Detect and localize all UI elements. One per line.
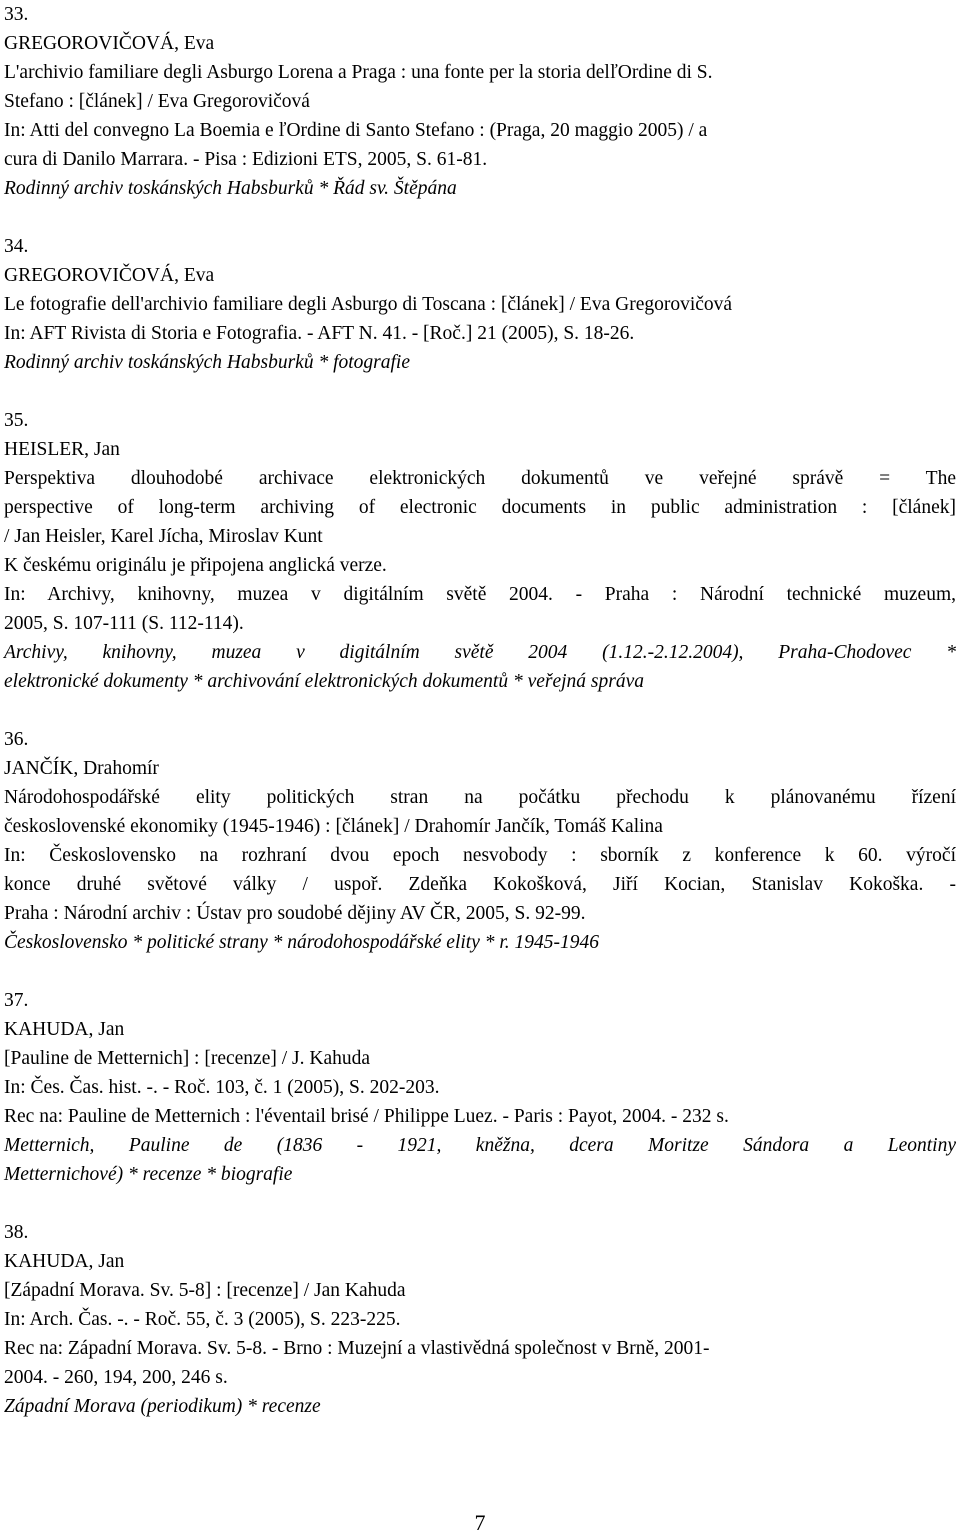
entry-line: In: Atti del convegno La Boemia e ľOrdine di Santo Stefano : (Praga, 20 maggio 2005) / a [4,120,708,141]
entry-line: cura di Danilo Marrara. - Pisa : Edizioni ETS, 2005, S. 61-81. [4,149,488,170]
bibliography-entry [4,406,956,696]
bibliography-entry [4,232,956,377]
entry-line: Národohospodářské elity politických stran na počátku přechodu k plánovanému řízení [4,787,956,808]
entry-keywords: Metternichové) * recenze * biografie [4,1164,293,1185]
entry-author: GREGOROVIČOVÁ, Eva [4,265,215,286]
entry-number: 33. [4,4,29,25]
entry-line: L'archivio familiare degli Asburgo Lorena a Praga : una fonte per la storia delľOrdine di S. [4,62,713,83]
bibliography-entry [4,986,956,1189]
entry-line: československé ekonomiky (1945-1946) : [článek] / Drahomír Jančík, Tomáš Kalina [4,816,663,837]
entry-number: 35. [4,410,29,431]
entry-line: Le fotografie dell'archivio familiare degli Asburgo di Toscana : [článek] / Eva Gregorovičová [4,294,733,315]
entry-keywords: Rodinný archiv toskánských Habsburků * Řád sv. Štěpána [4,178,457,199]
entry-line: In: Čes. Čas. hist. -. - Roč. 103, č. 1 (2005), S. 202-203. [4,1077,440,1098]
entry-line: / Jan Heisler, Karel Jícha, Miroslav Kunt [4,526,323,547]
bibliography-entry [4,0,956,203]
entry-line: K českému originálu je připojena anglická verze. [4,555,387,576]
entry-line: Rec na: Pauline de Metternich : l'éventail brisé / Philippe Luez. - Paris : Payot, 2004. - 232 s. [4,1106,729,1127]
entry-line: In: AFT Rivista di Storia e Fotografia. - AFT N. 41. - [Roč.] 21 (2005), S. 18-26. [4,323,635,344]
bibliography-entry [4,1218,956,1421]
entry-line: Rec na: Západní Morava. Sv. 5-8. - Brno : Muzejní a vlastivědná společnost v Brně, 2001- [4,1338,710,1359]
entry-line: konce druhé světové války / uspoř. Zdeňka Kokošková, Jiří Kocian, Stanislav Kokoška. - [4,874,956,895]
entry-line: perspective of long-term archiving of electronic documents in public administration : [článek] [4,497,956,518]
entry-number: 34. [4,236,29,257]
entry-keywords: Západní Morava (periodikum) * recenze [4,1396,321,1417]
entry-line: 2004. - 260, 194, 200, 246 s. [4,1367,228,1388]
entry-line: 2005, S. 107-111 (S. 112-114). [4,613,244,634]
entry-number: 36. [4,729,29,750]
bibliography-page [4,0,956,1450]
entry-line: [Pauline de Metternich] : [recenze] / J. Kahuda [4,1048,371,1069]
entry-author: KAHUDA, Jan [4,1019,125,1040]
entry-keywords: elektronické dokumenty * archivování elektronických dokumentů * veřejná správa [4,671,644,692]
entry-line: In: Arch. Čas. -. - Roč. 55, č. 3 (2005), S. 223-225. [4,1309,401,1330]
entry-keywords: Metternich, Pauline de (1836 - 1921, kněžna, dcera Moritze Sándora a Leontiny [4,1135,956,1156]
entry-number: 38. [4,1222,29,1243]
entry-line: In: Archivy, knihovny, muzea v digitálním světě 2004. - Praha : Národní technické muzeum, [4,584,956,605]
entry-line: [Západní Morava. Sv. 5-8] : [recenze] / Jan Kahuda [4,1280,406,1301]
entry-line: In: Československo na rozhraní dvou epoch nesvobody : sborník z konference k 60. výročí [4,845,956,866]
entry-line: Perspektiva dlouhodobé archivace elektronických dokumentů ve veřejné správě = The [4,468,956,489]
bibliography-entry [4,725,956,957]
entry-line: Praha : Národní archiv : Ústav pro soudobé dějiny AV ČR, 2005, S. 92-99. [4,903,586,924]
entry-number: 37. [4,990,29,1011]
entry-author: HEISLER, Jan [4,439,120,460]
entry-author: JANČÍK, Drahomír [4,758,159,779]
page-number: 7 [474,1510,486,1535]
entry-keywords: Rodinný archiv toskánských Habsburků * fotografie [4,352,410,373]
entry-author: GREGOROVIČOVÁ, Eva [4,33,215,54]
entry-keywords: Archivy, knihovny, muzea v digitálním světě 2004 (1.12.-2.12.2004), Praha-Chodovec * [4,642,956,663]
entry-author: KAHUDA, Jan [4,1251,125,1272]
entry-keywords: Československo * politické strany * národohospodářské elity * r. 1945-1946 [4,932,600,953]
entry-line: Stefano : [článek] / Eva Gregorovičová [4,91,310,112]
